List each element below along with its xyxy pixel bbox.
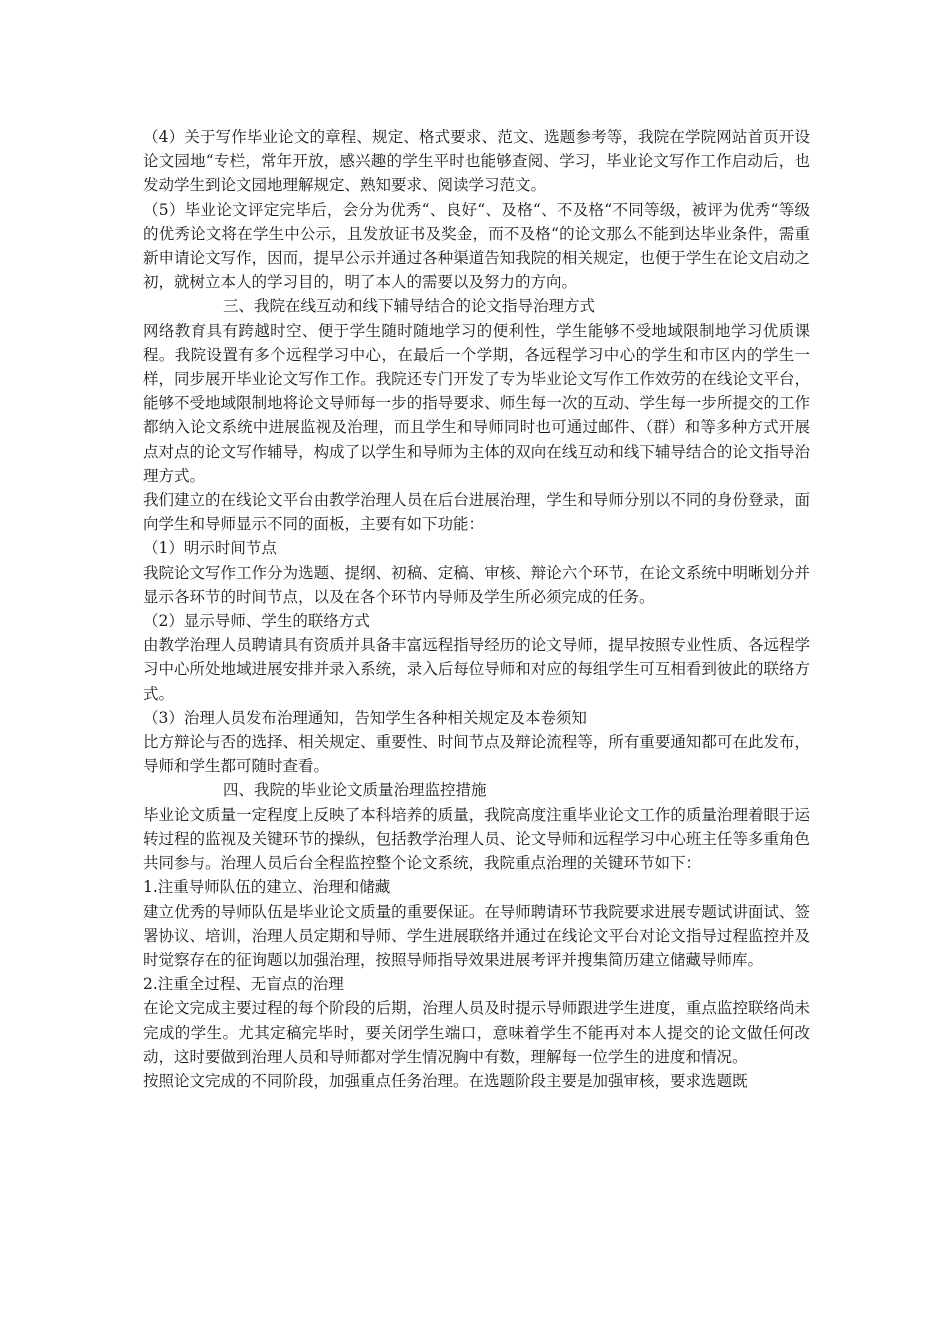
- measure-2-stages: 按照论文完成的不同阶段，加强重点任务治理。在选题阶段主要是加强审核，要求选题既: [143, 1071, 748, 1090]
- function-1-text: 我院论文写作工作分为选题、提纲、初稿、定稿、审核、辩论六个环节，在论文系统中明晰划分并显示各环节的时间节点，以及在各个环节内导师及学生所必须完成的任务。: [143, 563, 810, 606]
- paragraph-item-5: （5）毕业论文评定完毕后，会分为优秀“、良好“、及格“、不及格“不同等级，被评为优秀“等级的优秀论文将在学生中公示，且发放证书及奖金，而不及格“的论文那么不能到达毕业条件，需重新申请论文写作，因而，提早公示并通过各种渠道告知我院的相关规定，也便于学生在论文启动之初，就树立本人的学习目的，明了本人的需要以及努力的方向。: [143, 200, 810, 292]
- document-page: [143, 125, 810, 1093]
- paragraph-online-platform: 网络教育具有跨越时空、便于学生随时随地学习的便利性，学生能够不受地域限制地学习优质课程。我院设置有多个远程学习中心，在最后一个学期，各远程学习中心的学生和市区内的学生一样，同步展开毕业论文写作工作。我院还专门开发了专为毕业论文写作工作效劳的在线论文平台，能够不受地域限制地将论文导师每一步的指导要求、师生每一次的互动、学生每一步所提交的工作都纳入论文系统中进展监视及治理，而且学生和导师同时也可通过邮件、（群）和等多种方式开展点对点的论文写作辅导，构成了以学生和导师为主体的双向在线互动和线下辅导结合的论文指导治理方式。: [143, 321, 810, 485]
- function-2-title: （2）显示导师、学生的联络方式: [143, 612, 370, 631]
- section-heading-3: 三、我院在线互动和线下辅导结合的论文指导治理方式: [223, 297, 596, 316]
- paragraph-platform-functions: 我们建立的在线论文平台由教学治理人员在后台进展治理，学生和导师分别以不同的身份登录，面向学生和导师显示不同的面板，主要有如下功能：: [143, 491, 810, 534]
- measure-1-text: 建立优秀的导师队伍是毕业论文质量的重要保证。在导师聘请环节我院要求进展专题试讲面试、签署协议、培训，治理人员定期和导师、学生进展联络并通过在线论文平台对论文指导过程监控并及时觉察存在的征询题以加强治理，按照导师指导效果进展考评并搜集简历建立储藏导师库。: [143, 902, 810, 969]
- measure-2-title: 2.注重全过程、无盲点的治理: [143, 975, 344, 994]
- measure-1-title: 1.注重导师队伍的建立、治理和储藏: [143, 878, 391, 897]
- function-2-text: 由教学治理人员聘请具有资质并具备丰富远程指导经历的论文导师，提早按照专业性质、各远程学习中心所处地域进展安排并录入系统，录入后每位导师和对应的每组学生可互相看到彼此的联络方式。: [143, 636, 810, 703]
- function-3-text: 比方辩论与否的选择、相关规定、重要性、时间节点及辩论流程等，所有重要通知都可在此发布，导师和学生都可随时查看。: [143, 733, 810, 776]
- paragraph-quality: 毕业论文质量一定程度上反映了本科培养的质量，我院高度注重毕业论文工作的质量治理着眼于运转过程的监视及关键环节的操纵，包括教学治理人员、论文导师和远程学习中心班主任等多重角色共同参与。治理人员后台全程监控整个论文系统，我院重点治理的关键环节如下：: [143, 805, 810, 873]
- paragraph-item-4: （4）关于写作毕业论文的章程、规定、格式要求、范文、选题参考等，我院在学院网站首页开设论文园地“专栏，常年开放，感兴趣的学生平时也能够查阅、学习，毕业论文写作工作启动后，也发动学生到论文园地理解规定、熟知要求、阅读学习范文。: [143, 128, 810, 195]
- function-1-title: （1）明示时间节点: [143, 539, 277, 558]
- measure-2-text: 在论文完成主要过程的每个阶段的后期，治理人员及时提示导师跟进学生进度，重点监控联络尚未完成的学生。尤其定稿完毕时，要关闭学生端口，意味着学生不能再对本人提交的论文做任何改动，这时要做到治理人员和导师都对学生情况胸中有数，理解每一位学生的进度和情况。: [143, 999, 810, 1066]
- section-heading-4: 四、我院的毕业论文质量治理监控措施: [223, 781, 487, 800]
- function-3-title: （3）治理人员发布治理通知，告知学生各种相关规定及本卷须知: [143, 708, 587, 727]
